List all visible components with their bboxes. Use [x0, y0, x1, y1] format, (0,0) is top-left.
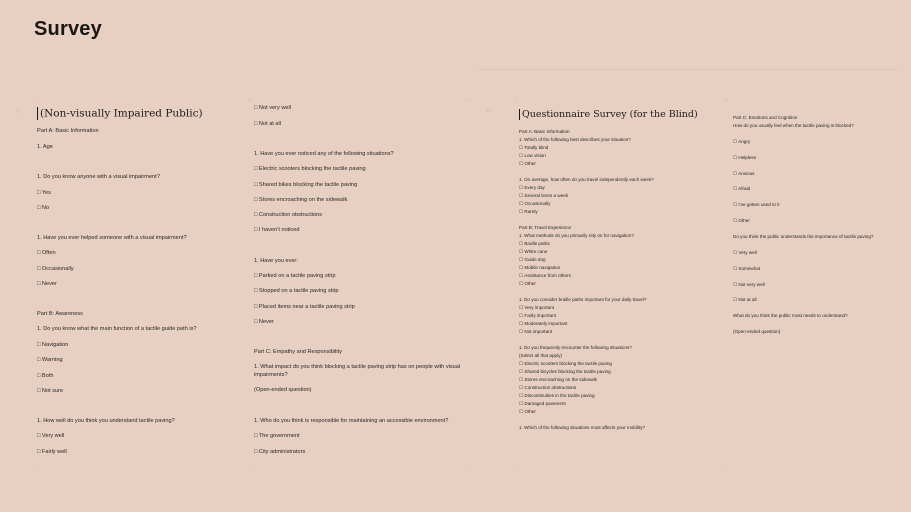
survey-line: ☐ Discontinuities in the tactile paving: [519, 393, 595, 398]
survey-line: 1. Do you frequently encounter the following situations?: [519, 345, 632, 350]
corner-mark: ┘: [248, 463, 252, 469]
survey-line: (Open-ended question): [733, 329, 781, 334]
survey-line: Part C: Emotions and Cognition: [733, 115, 798, 120]
survey-line: 1. How well do you think you understand tactile paving?: [37, 418, 175, 424]
corner-mark: ⌐: [33, 97, 36, 103]
survey-line: 1. Have you ever helped someone with a visual impairment?: [37, 235, 187, 241]
survey-line: Part B: Awareness: [37, 311, 83, 317]
survey-line: (Select all that apply): [519, 353, 562, 358]
survey-line: □ Navigation: [37, 342, 69, 348]
survey-line: Part A: Basic Information: [519, 129, 570, 134]
survey-line: What do you think the public most needs to understand?: [733, 313, 848, 318]
survey-line: ☐ Mobile navigation: [519, 265, 561, 270]
survey-line: 1. Who do you think is responsible for maintaining an accessible environment?: [254, 418, 449, 424]
survey-line: ☐ Totally blind: [519, 145, 549, 150]
corner-mark: └: [33, 463, 37, 469]
survey-line: 1. Which of the following best describes your situation?: [519, 137, 631, 142]
survey-line: 1. Age: [37, 144, 53, 150]
survey-line: ☐ Fairly important: [519, 313, 557, 318]
survey-line: ☐ Not important: [519, 329, 552, 334]
text-cursor: [37, 107, 38, 120]
survey-line: □ Fairly well: [37, 449, 67, 455]
survey-line: ☐ Damaged pavement: [519, 401, 566, 406]
survey-line: 1. Do you consider braille paths important for your daily travel?: [519, 297, 647, 302]
survey-line: ☐ Not at all: [733, 297, 757, 302]
survey-line: □ No: [37, 205, 50, 211]
drag-handle-icon[interactable]: ∷: [17, 109, 21, 115]
survey-line: 1. Do you know anyone with a visual impairment?: [37, 174, 160, 180]
survey-line: □ Not at all: [254, 121, 282, 127]
survey-line: □ City administrators: [254, 449, 306, 455]
survey-line: □ I haven't noticed: [254, 227, 300, 233]
survey-line: □ Very well: [37, 433, 65, 439]
survey-line: ☐ Guide dog: [519, 257, 546, 262]
survey-line: □ Shared bikes blocking the tactile paving: [254, 182, 358, 188]
survey-line: 1. What impact do you think blocking a tactile paving strip has on people with visual: [254, 364, 461, 370]
survey-line: ☐ Every day: [519, 185, 545, 190]
divider: [478, 69, 898, 70]
survey-line: ☐ Afraid: [733, 186, 751, 191]
text-cursor: [519, 109, 520, 120]
survey-line: □ Placed items near a tactile paving strip: [254, 304, 355, 310]
survey-line: ☐ Several times a week: [519, 193, 569, 198]
corner-mark: └: [515, 463, 519, 469]
survey-line: □ Stopped on a tactile paving strip: [254, 288, 339, 294]
survey-line: □ The government: [254, 433, 300, 439]
survey-line: □ Not sure: [37, 388, 64, 394]
survey-line: □ Never: [254, 319, 274, 325]
survey-line: How do you usually feel when the tactile paving is blocked?: [733, 123, 854, 128]
survey-line: ☐ Other: [733, 218, 750, 223]
survey-line: 1. What methods do you primarily rely on for navigation?: [519, 233, 634, 238]
survey-line: □ Warning: [37, 357, 63, 363]
drag-handle-icon[interactable]: ∷: [487, 109, 491, 115]
survey-line: ☐ Stores encroaching on the sidewalk: [519, 377, 597, 382]
survey-line: □ Parked on a tactile paving strip: [254, 273, 336, 279]
survey-line: ☐ Helpless: [733, 155, 757, 160]
survey-line: ☐ Angry: [733, 139, 751, 144]
survey-line: ☐ Electric scooters blocking the tactile paving: [519, 361, 612, 366]
corner-mark: ┘: [725, 463, 729, 469]
survey-line: ☐ Assistance from others: [519, 273, 571, 278]
survey-line: ☐ Very important: [519, 305, 555, 310]
survey-line: ☐ Other: [519, 409, 536, 414]
survey-line: □ Yes: [37, 190, 51, 196]
survey-line: □ Never: [37, 281, 57, 287]
corner-mark: ⌐: [515, 97, 518, 103]
survey-line: ☐ I’ve gotten used to it: [733, 202, 780, 207]
survey-line: ☐ Shared bicycles blocking the tactile paving: [519, 369, 611, 374]
survey-line: impairments?: [254, 372, 288, 378]
survey-line: ☐ Occasionally: [519, 201, 551, 206]
corner-mark: ¬: [725, 97, 728, 103]
section-heading[interactable]: (Non-visually Impaired Public): [37, 107, 203, 121]
survey-line: 1. Do you know what the main function of a tactile guide path is?: [37, 326, 197, 332]
survey-line: ☐ Construction obstructions: [519, 385, 577, 390]
survey-line: ☐ Very well: [733, 250, 757, 255]
survey-line: Part A: Basic Information: [37, 128, 99, 134]
survey-line: □ Stores encroaching on the sidewalk: [254, 197, 348, 203]
survey-line: □ Occasionally: [37, 266, 74, 272]
survey-line: □ Not very well: [254, 105, 291, 111]
corner-mark: ┘: [465, 463, 469, 469]
survey-line: Part C: Empathy and Responsibility: [254, 349, 342, 355]
survey-line: ☐ Not very well: [733, 282, 765, 287]
survey-line: 1. Have you ever:: [254, 258, 298, 264]
survey-line: Part B: Travel Experience: [519, 225, 572, 230]
survey-line: 1. Have you ever noticed any of the following situations?: [254, 151, 394, 157]
survey-line: ☐ Rarely: [519, 209, 538, 214]
survey-line: □ Often: [37, 250, 56, 256]
survey-line: ☐ Somewhat: [733, 266, 761, 271]
section-heading[interactable]: Questionnaire Survey (for the Blind): [519, 108, 698, 121]
corner-mark: ¬: [248, 97, 251, 103]
survey-line: ☐ Other: [519, 281, 536, 286]
survey-line: ☐ Braille paths: [519, 241, 550, 246]
survey-line: ☐ Other: [519, 161, 536, 166]
survey-line: 1. Which of the following situations most affects your mobility?: [519, 425, 646, 430]
page-title: Survey: [34, 18, 102, 40]
survey-line: ☐ Low vision: [519, 153, 546, 158]
survey-line: ☐ Moderately important: [519, 321, 568, 326]
survey-line: □ Construction obstructions: [254, 212, 323, 218]
survey-line: Do you think the public understands the importance of tactile paving?: [733, 234, 874, 239]
corner-mark: ¬: [465, 97, 468, 103]
survey-line: ☐ Anxious: [733, 171, 755, 176]
survey-line: 1. On average, how often do you travel independently each week?: [519, 177, 654, 182]
survey-line: □ Both: [37, 373, 54, 379]
survey-line: ☐ White cane: [519, 249, 548, 254]
survey-line: □ Electric scooters blocking the tactile paving: [254, 166, 366, 172]
survey-line: (Open-ended question): [254, 387, 312, 393]
